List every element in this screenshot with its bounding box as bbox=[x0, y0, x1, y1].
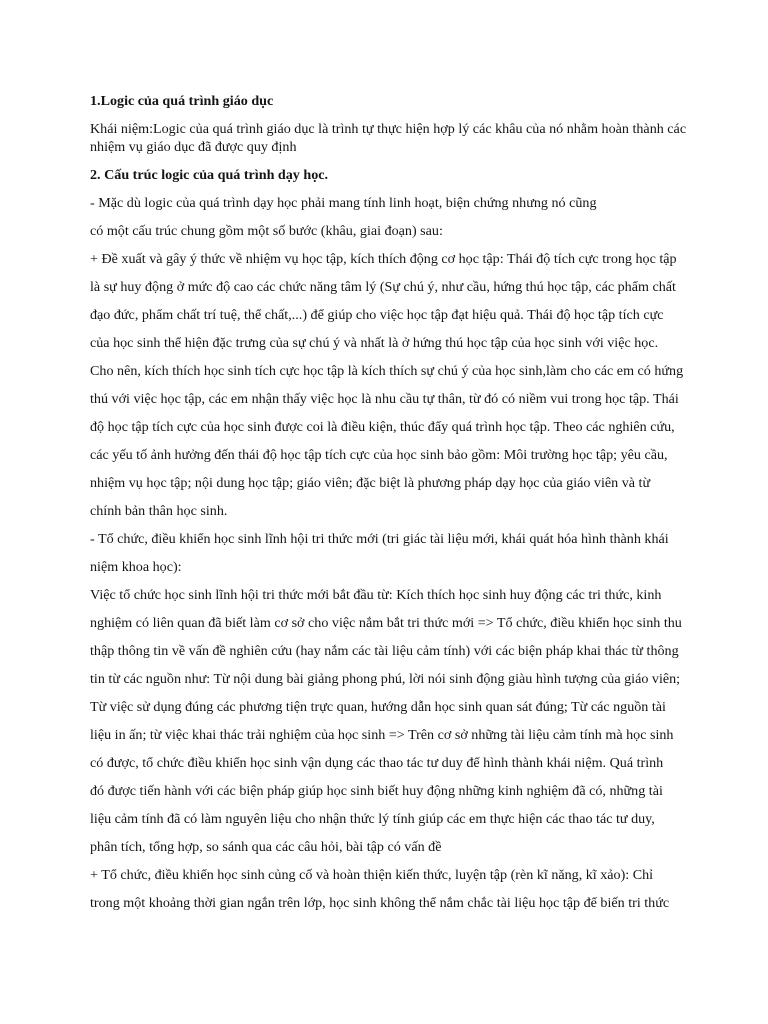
text-line: đó được tiến hành với các biện pháp giúp học sinh biết huy động những kinh nghiệm đã có, những tài bbox=[90, 783, 663, 799]
text-line: có được, tổ chức điều khiển học sinh vận dụng các thao tác tư duy để hình thành khái niệm. Quá trình bbox=[90, 755, 664, 771]
text-line: nghiệm có liên quan đã biết làm cơ sở cho việc nắm bắt tri thức mới => Tổ chức, điều khiển học sinh thu bbox=[90, 615, 682, 631]
text-line: phân tích, tổng hợp, so sánh qua các câu hỏi, bài tập có vấn đề bbox=[90, 839, 442, 855]
text-line: + Đề xuất và gây ý thức về nhiệm vụ học tập, kích thích động cơ học tập: Thái độ tích cực trong học tập bbox=[90, 251, 677, 267]
text-line: Từ việc sử dụng đúng các phương tiện trực quan, hướng dẫn học sinh quan sát đúng; Từ các nguồn tài bbox=[90, 699, 666, 715]
text-line: niệm khoa học): bbox=[90, 559, 182, 575]
text-line: Khái niệm:Logic của quá trình giáo dục là trình tự thực hiện hợp lý các khâu của nó nhằm hoàn thành các bbox=[90, 121, 687, 137]
text-line: đạo đức, phẩm chất trí tuệ, thể chất,...) để giúp cho việc học tập đạt hiệu quả. Thái độ học tập tích cực bbox=[90, 307, 664, 323]
text-line: liệu in ấn; từ việc khai thác trải nghiệm của học sinh => Trên cơ sở những tài liệu cảm tính mà học sinh bbox=[90, 727, 674, 743]
text-line: thú với việc học tập, các em nhận thấy việc học là nhu cầu tự thân, từ đó có niềm vui trong học tập. Thái bbox=[90, 391, 679, 407]
text-line: có một cấu trúc chung gồm một số bước (khâu, giai đoạn) sau: bbox=[90, 223, 443, 239]
text-line: độ học tập tích cực của học sinh được coi là điều kiện, thúc đẩy quá trình học tập. Theo các nghiên cứu, bbox=[90, 419, 675, 435]
text-line: Cho nên, kích thích học sinh tích cực học tập là kích thích sự chú ý của học sinh,làm cho các em có hứng bbox=[90, 363, 684, 379]
text-line: Việc tổ chức học sinh lĩnh hội tri thức mới bắt đầu từ: Kích thích học sinh huy động các tri thức, kinh bbox=[90, 587, 662, 603]
text-line: - Tổ chức, điều khiển học sinh lĩnh hội tri thức mới (tri giác tài liệu mới, khái quát hóa hình thành khái bbox=[90, 531, 669, 547]
text-line: nhiệm vụ giáo dục đã được quy định bbox=[90, 139, 297, 155]
text-line: tin từ các nguồn như: Từ nội dung bài giảng phong phú, lời nói sinh động giàu hình tượng của giáo viên; bbox=[90, 671, 681, 687]
text-line: liệu cảm tính đã có làm nguyên liệu cho nhận thức lý tính giúp các em thực hiện các thao tác tư duy, bbox=[90, 811, 655, 827]
text-line: + Tổ chức, điều khiển học sinh củng cố và hoàn thiện kiến thức, luyện tập (rèn kĩ năng, kĩ xảo): Chỉ bbox=[90, 867, 654, 883]
text-line: là sự huy động ở mức độ cao các chức năng tâm lý (Sự chú ý, như cầu, hứng thú học tập, các phẩm chất bbox=[90, 279, 676, 295]
section-heading: 1.Logic của quá trình giáo dục bbox=[90, 93, 274, 109]
section-heading: 2. Cấu trúc logic của quá trình dạy học. bbox=[90, 167, 329, 183]
text-line: của học sinh thể hiện đặc trưng của sự chú ý và nhất là ở hứng thú học tập của học sinh với việc học. bbox=[90, 335, 659, 351]
text-line: - Mặc dù logic của quá trình dạy học phải mang tính linh hoạt, biện chứng nhưng nó cũng bbox=[90, 195, 597, 211]
text-line: trong một khoảng thời gian ngắn trên lớp, học sinh không thể nắm chắc tài liệu học tập để biến tri thức bbox=[90, 895, 670, 911]
text-line: thập thông tin về vấn đề nghiên cứu (hay nắm các tài liệu cảm tính) với các biện pháp khai thác từ thông bbox=[90, 643, 679, 659]
text-line: nhiệm vụ học tập; nội dung học tập; giáo viên; đặc biệt là phương pháp dạy học của giáo viên và từ bbox=[90, 475, 651, 491]
text-line: chính bản thân học sinh. bbox=[90, 503, 228, 519]
text-line: các yếu tố ảnh hưởng đến thái độ học tập tích cực của học sinh bảo gồm: Môi trường học tập; yêu cầu, bbox=[90, 447, 668, 463]
